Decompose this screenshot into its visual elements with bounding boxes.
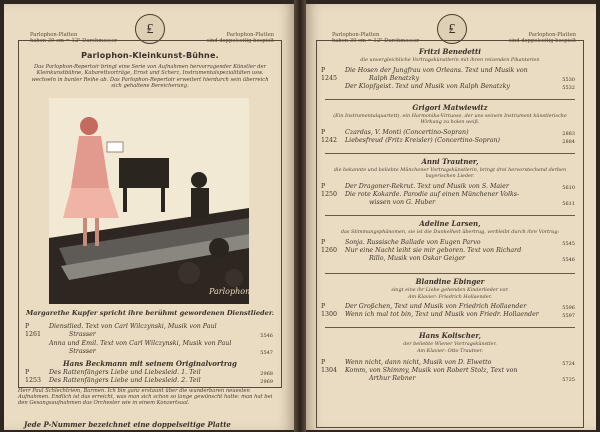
hans-beckmann-heading: Hans Beckmann mit seinem Originalvortrag	[63, 359, 237, 368]
section-grigori-matwiewitz: Grigori Matwiewitz (Ein Instrumentalquartett), ein Harmonika-Virtuose, der uns seinem Instrument künstlerische Wirkung zu holen weiß.	[333, 103, 567, 125]
record-entry-p1242: P 1242 Czardas, V. Monti (Concertino-Sopran) 2883 Liebesfreud (Fritz Kreisler) (Concertino-Sopran) 2884	[321, 129, 575, 145]
section-adeline-larsen: Adeline Larsen, das Stimmungsphänomen, sie ist die Dunkelheit übertrug, verbleibt durch ihre Vortrag:	[340, 219, 560, 235]
record-entry-p1300: P 1300 Der Großchen, Text und Musik von Friedrich Hollaender 5596 Wenn ich mal tot bin, Text und Musik von Friedr. Hollaender 5597	[321, 303, 575, 319]
illustration-brand: Parlophon	[209, 287, 249, 296]
right-content-frame	[316, 40, 584, 428]
section-anni-trautner: Anni Trautner, die bekannte und beliebte Münchener Vortragskünstlerin, bringt drei hervorstechend derben bayerischen Lieder.	[333, 157, 567, 179]
record-entry-p1304: P 1304 Wenn nicht, dann nicht, Musik von D. Elwetto 5724 Komm, von Shimmy, Musik von Robert Stolz, Text von Arthur Rebner 5725	[321, 359, 575, 383]
divider	[325, 99, 575, 100]
right-page	[306, 4, 596, 430]
divider	[325, 327, 575, 328]
record-entry-p1250: P 1250 Der Dragoner-Rekrut. Text und Musik von S. Maier 5610 Die rote Kokarde. Parodie auf einen Münchener Volks- wissen von G. Huber 5611	[321, 183, 575, 207]
left-intro: Das Parlophon-Repertoir bringt eine Serie von Aufnahmen hervorragender Künstler der Kleinkunstbühne, Kabarettvorträge, Ernst und Scherz, Instrumentalspezialitäten usw. wechseln in bunter Reihe ab. Das Parlophon-Repertoir erweitert hierdurch sein überreich sich gehaltene Bereicherung.	[31, 64, 269, 90]
right-header-left: Parlophon-Platten haben 30 cm = 12" Durchmesser	[332, 32, 420, 44]
section-blandine-ebinger: Blandine Ebinger singt eine ihr Liebe gehenden Kinderlieder vor. Am Klavier: Friedrich Hollaender.	[391, 277, 509, 300]
record-entry-p1245: P 1245 Die Hosen der Jungfrau von Orleans. Text und Musik von Ralph Benatzky 5530 Der Klopfgeist. Text und Musik von Ralph Benatzky 5532	[321, 67, 575, 91]
left-caption: Margarethe Kupfer spricht ihre berühmt gewordenen Dienstlieder.	[25, 309, 274, 317]
divider	[325, 215, 575, 216]
left-header-left: Parlophon-Platten haben 30 cm = 12" Durchmesser	[30, 32, 118, 44]
book-gutter	[294, 0, 306, 432]
left-title: Parlophon-Kleinkunst-Bühne.	[81, 51, 219, 60]
left-content-frame	[18, 40, 282, 388]
left-page	[4, 4, 294, 430]
right-header-right: Parlophon-Platten sind doppelseitig bespielt	[508, 32, 576, 44]
parlophon-logo-icon: ₤	[437, 14, 467, 44]
record-entry-p1260: P 1260 Sonja. Russische Ballade von Eugen Parvo 5545 Nur eine Nacht leiht sie mir geboren. Text von Richard Rillo, Musik von Oskar Geiger 5546	[321, 239, 575, 263]
testimonial-footnote: Herr Paul Schlechtriem, Barmen. Ich bin ganz erstaunt über die wunderbaren neuesten Aufnahmen. Endlich ist das erreicht, was man sich schon so lange gewünscht hatte: man hat bei den Gesangsaufnahmen das Orchester wie in einem Konzertsaal.	[18, 388, 273, 407]
record-entry-p1253: P 1253 Des Rattenfängers Liebe und Liebesleid. 1. Teil 2968 Des Rattenfängers Liebe und Liebesleid. 2. Teil 2969	[25, 369, 273, 385]
dancer-stage-image	[49, 98, 249, 304]
record-entry-p1261: P 1261 Dienstlied. Text von Carl Wilczynski, Musik von Paul Strasser 5546 Anna und Emil. Text von Carl Wilczynski, Musik von Paul Strasser 5547	[25, 323, 273, 356]
left-header-right: Parlophon-Platten sind doppelseitig bespielt	[206, 32, 274, 44]
kleinkunst-illustration	[49, 98, 249, 304]
section-fritzi-benedetti: Fritzi Benedetti die unvergleichliche Vortragskünstlerin mit ihren reizenden Pikanterien	[360, 47, 540, 63]
divider	[325, 273, 575, 274]
left-footer: Jede P-Nummer bezeichnet eine doppelseitige Platte	[24, 420, 231, 429]
section-hans-kolischer: Hans Kolischer, der beliebte Wiener Vortragskünstler. Am Klavier: Otto Trautner.	[403, 331, 497, 354]
divider	[325, 153, 575, 154]
parlophon-logo-icon: ₤	[135, 14, 165, 44]
